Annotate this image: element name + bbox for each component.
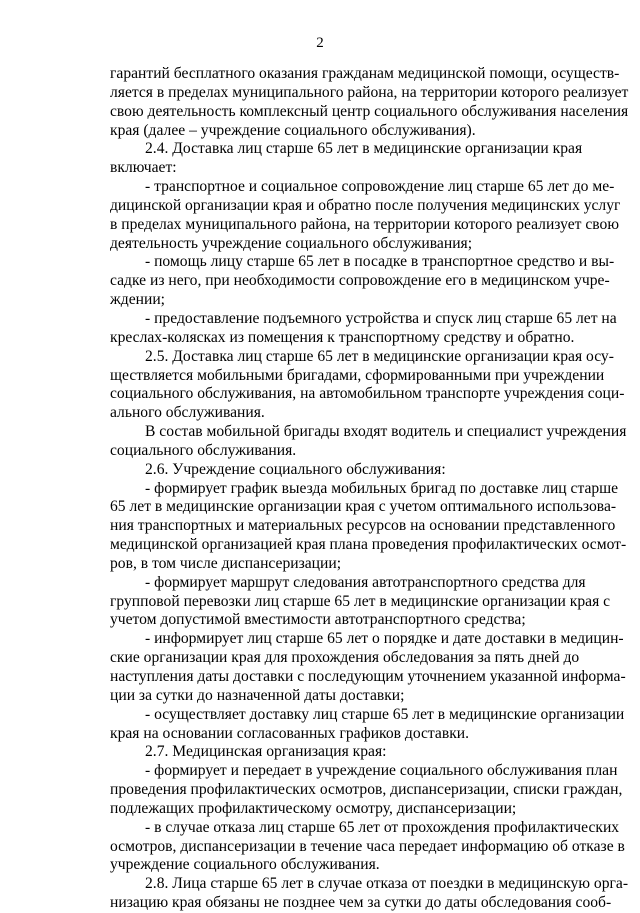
text-line: ждении; xyxy=(110,291,165,309)
text-line: - помощь лицу старше 65 лет в посадке в транспортное средство и вы- xyxy=(145,253,615,271)
text-line: 2.7. Медицинская организация края: xyxy=(145,743,387,761)
text-line: учетом допустимой вместимости автотранспортного средства; xyxy=(110,611,526,629)
text-line: наступления даты доставки с последующим уточнением указанной информа- xyxy=(110,668,626,685)
text-line: 65 лет в медицинские организации края с учетом оптимального использова- xyxy=(110,498,617,516)
text-line: в пределах муниципального района, на территории которого реализует свою xyxy=(110,215,619,233)
text-line: - предоставление подъемного устройства и спуск лиц старше 65 лет на xyxy=(145,309,617,327)
text-line: социального обслуживания. xyxy=(110,441,297,459)
text-line: - в случае отказа лиц старше 65 лет от прохождения профилактических xyxy=(145,818,620,836)
text-line: ляется в пределах муниципального района, на территории которого реализует xyxy=(110,83,629,101)
text-line: дицинской организации края и обратно после получения медицинских услуг xyxy=(110,196,621,214)
text-line: края на основании согласованных графиков доставки. xyxy=(110,724,470,742)
text-line: 2.5. Доставка лиц старше 65 лет в медицинские организации края осу- xyxy=(145,347,614,365)
text-line: ального обслуживания. xyxy=(110,404,265,422)
text-line: ции за сутки до назначенной даты доставки; xyxy=(110,686,405,704)
text-line: садке из него, при необходимости сопровождение его в медицинском учре- xyxy=(110,272,610,290)
text-line: В состав мобильной бригады входят водитель и специалист учреждения xyxy=(145,423,627,441)
document-body xyxy=(110,65,629,913)
page-number: 2 xyxy=(316,35,324,51)
text-line: - информирует лиц старше 65 лет о порядке и дате доставки в медицин- xyxy=(145,630,624,648)
text-line: 2.6. Учреждение социального обслуживания: xyxy=(145,460,446,478)
text-line: ров, в том числе диспансеризации; xyxy=(110,554,342,572)
text-line: включает: xyxy=(110,159,177,177)
text-line: осмотров, диспансеризации в течение часа передает информацию об отказе в xyxy=(110,837,625,855)
text-line: края (далее – учреждение социального обслуживания). xyxy=(110,121,476,139)
text-line: социального обслуживания, на автомобильном транспорте учреждения соци- xyxy=(110,385,625,403)
text-line: ществляется мобильными бригадами, сформированными при учреждении xyxy=(110,366,605,384)
text-line: проведения профилактических осмотров, диспансеризации, списки граждан, xyxy=(110,781,623,799)
text-line: креслах-колясках из помещения к транспортному средству и обратно. xyxy=(110,328,575,346)
text-line: гарантий бесплатного оказания гражданам медицинской помощи, осуществ- xyxy=(110,65,620,82)
text-line: подлежащих профилактическому осмотру, диспансеризации; xyxy=(110,799,517,817)
text-line: ния транспортных и материальных ресурсов на основании представленного xyxy=(110,517,616,535)
text-line: ские организации края для прохождения обследования за пять дней до xyxy=(110,649,580,667)
text-line: низацию края обязаны не позднее чем за сутки до даты обследования сооб- xyxy=(110,894,612,912)
text-line: деятельность учреждение социального обслуживания; xyxy=(110,234,473,252)
text-line: учреждение социального обслуживания. xyxy=(110,856,380,874)
text-line: - формирует график выезда мобильных бригад по доставке лиц старше xyxy=(145,479,619,497)
text-line: - транспортное и социальное сопровождение лиц старше 65 лет до ме- xyxy=(145,178,615,196)
text-line: - формирует и передает в учреждение социального обслуживания план xyxy=(145,762,618,780)
text-line: 2.4. Доставка лиц старше 65 лет в медицинские организации края xyxy=(145,140,583,158)
text-line: - формирует маршрут следования автотранспортного средства для xyxy=(145,573,586,591)
text-line: медицинской организацией края плана проведения профилактических осмот- xyxy=(110,536,627,554)
text-line: свою деятельность комплексный центр социального обслуживания населения xyxy=(110,102,629,120)
text-line: групповой перевозки лиц старше 65 лет в медицинские организации края с xyxy=(110,592,611,610)
text-line: - осуществляет доставку лиц старше 65 лет в медицинские организации xyxy=(145,705,625,723)
text-line: 2.8. Лица старше 65 лет в случае отказа от поездки в медицинскую орга- xyxy=(145,875,629,893)
